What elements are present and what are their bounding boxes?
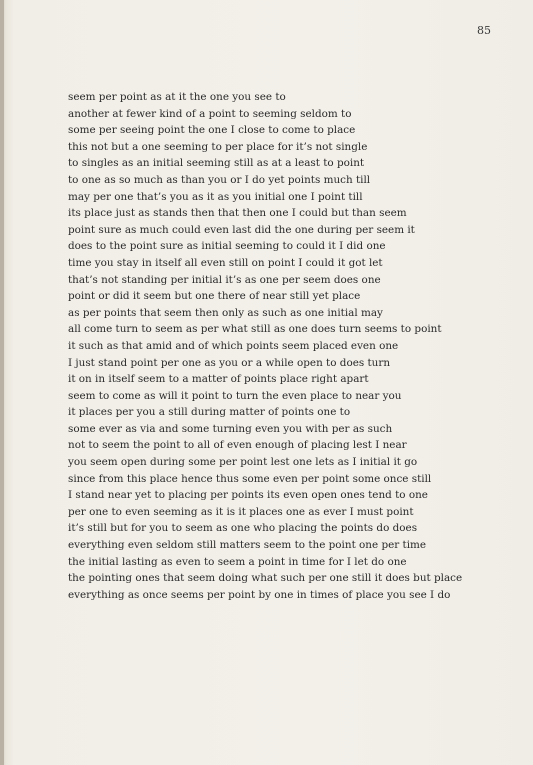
poem-line: another at fewer kind of a point to seeming seldom to (68, 107, 352, 120)
poem-line: it on in itself seem to a matter of points place right apart (68, 373, 369, 386)
poem-text (68, 89, 462, 603)
poem-line: does to the point sure as initial seeming to could it I did one (68, 240, 386, 253)
poem-line: time you stay in itself all even still on point I could it got let (68, 256, 383, 269)
poem-line: all come turn to seem as per what still as one does turn seems to point (68, 323, 442, 336)
page-number: 85 (477, 24, 491, 37)
poem-line: everything even seldom still matters seem to the point one per time (68, 539, 427, 552)
poem-line: the initial lasting as even to seem a point in time for I let do one (68, 555, 407, 568)
poem-line: you seem open during some per point lest one lets as I initial it go (68, 456, 418, 469)
poem-line: everything as once seems per point by one in times of place you see I do (68, 588, 451, 601)
poem-line: seem per point as at it the one you see to (68, 91, 286, 103)
poem-line: not to seem the point to all of even enough of placing lest I near (68, 439, 407, 452)
poem-line: it such as that amid and of which points seem placed even one (68, 339, 399, 352)
poem-line: may per one that’s you as it as you initial one I point till (68, 190, 363, 203)
poem-line: seem to come as will it point to turn the even place to near you (68, 389, 402, 402)
poem-line: point sure as much could even last did the one during per seem it (68, 223, 415, 236)
poem-line: some ever as via and some turning even you with per as such (68, 422, 393, 435)
poem-line: its place just as stands then that then one I could but than seem (68, 207, 407, 220)
poem-line: as per points that seem then only as such as one initial may (68, 306, 383, 319)
poem-line: I just stand point per one as you or a while open to does turn (68, 356, 391, 369)
poem-line: to singles as an initial seeming still as at a least to point (68, 157, 365, 170)
poem-line: that’s not standing per initial it’s as one per seem does one (68, 273, 381, 286)
poem-line: to one as so much as than you or I do yet points much till (68, 173, 371, 186)
poem-line: point or did it seem but one there of near still yet place (68, 290, 361, 303)
poem-line: I stand near yet to placing per points its even open ones tend to one (68, 489, 428, 502)
poem-line: since from this place hence thus some even per point some once still (68, 472, 432, 485)
poem-line: the pointing ones that seem doing what such per one still it does but place (68, 572, 463, 585)
poem-line: it’s still but for you to seem as one who placing the points do does (68, 522, 418, 535)
page-binding-edge (0, 0, 4, 765)
poem-line: it places per you a still during matter of points one to (68, 406, 351, 419)
poem-line: per one to even seeming as it is it places one as ever I must point (68, 505, 414, 518)
poem-line: this not but a one seeming to per place for it’s not single (68, 140, 368, 153)
poem-line: some per seeing point the one I close to come to place (68, 124, 356, 137)
